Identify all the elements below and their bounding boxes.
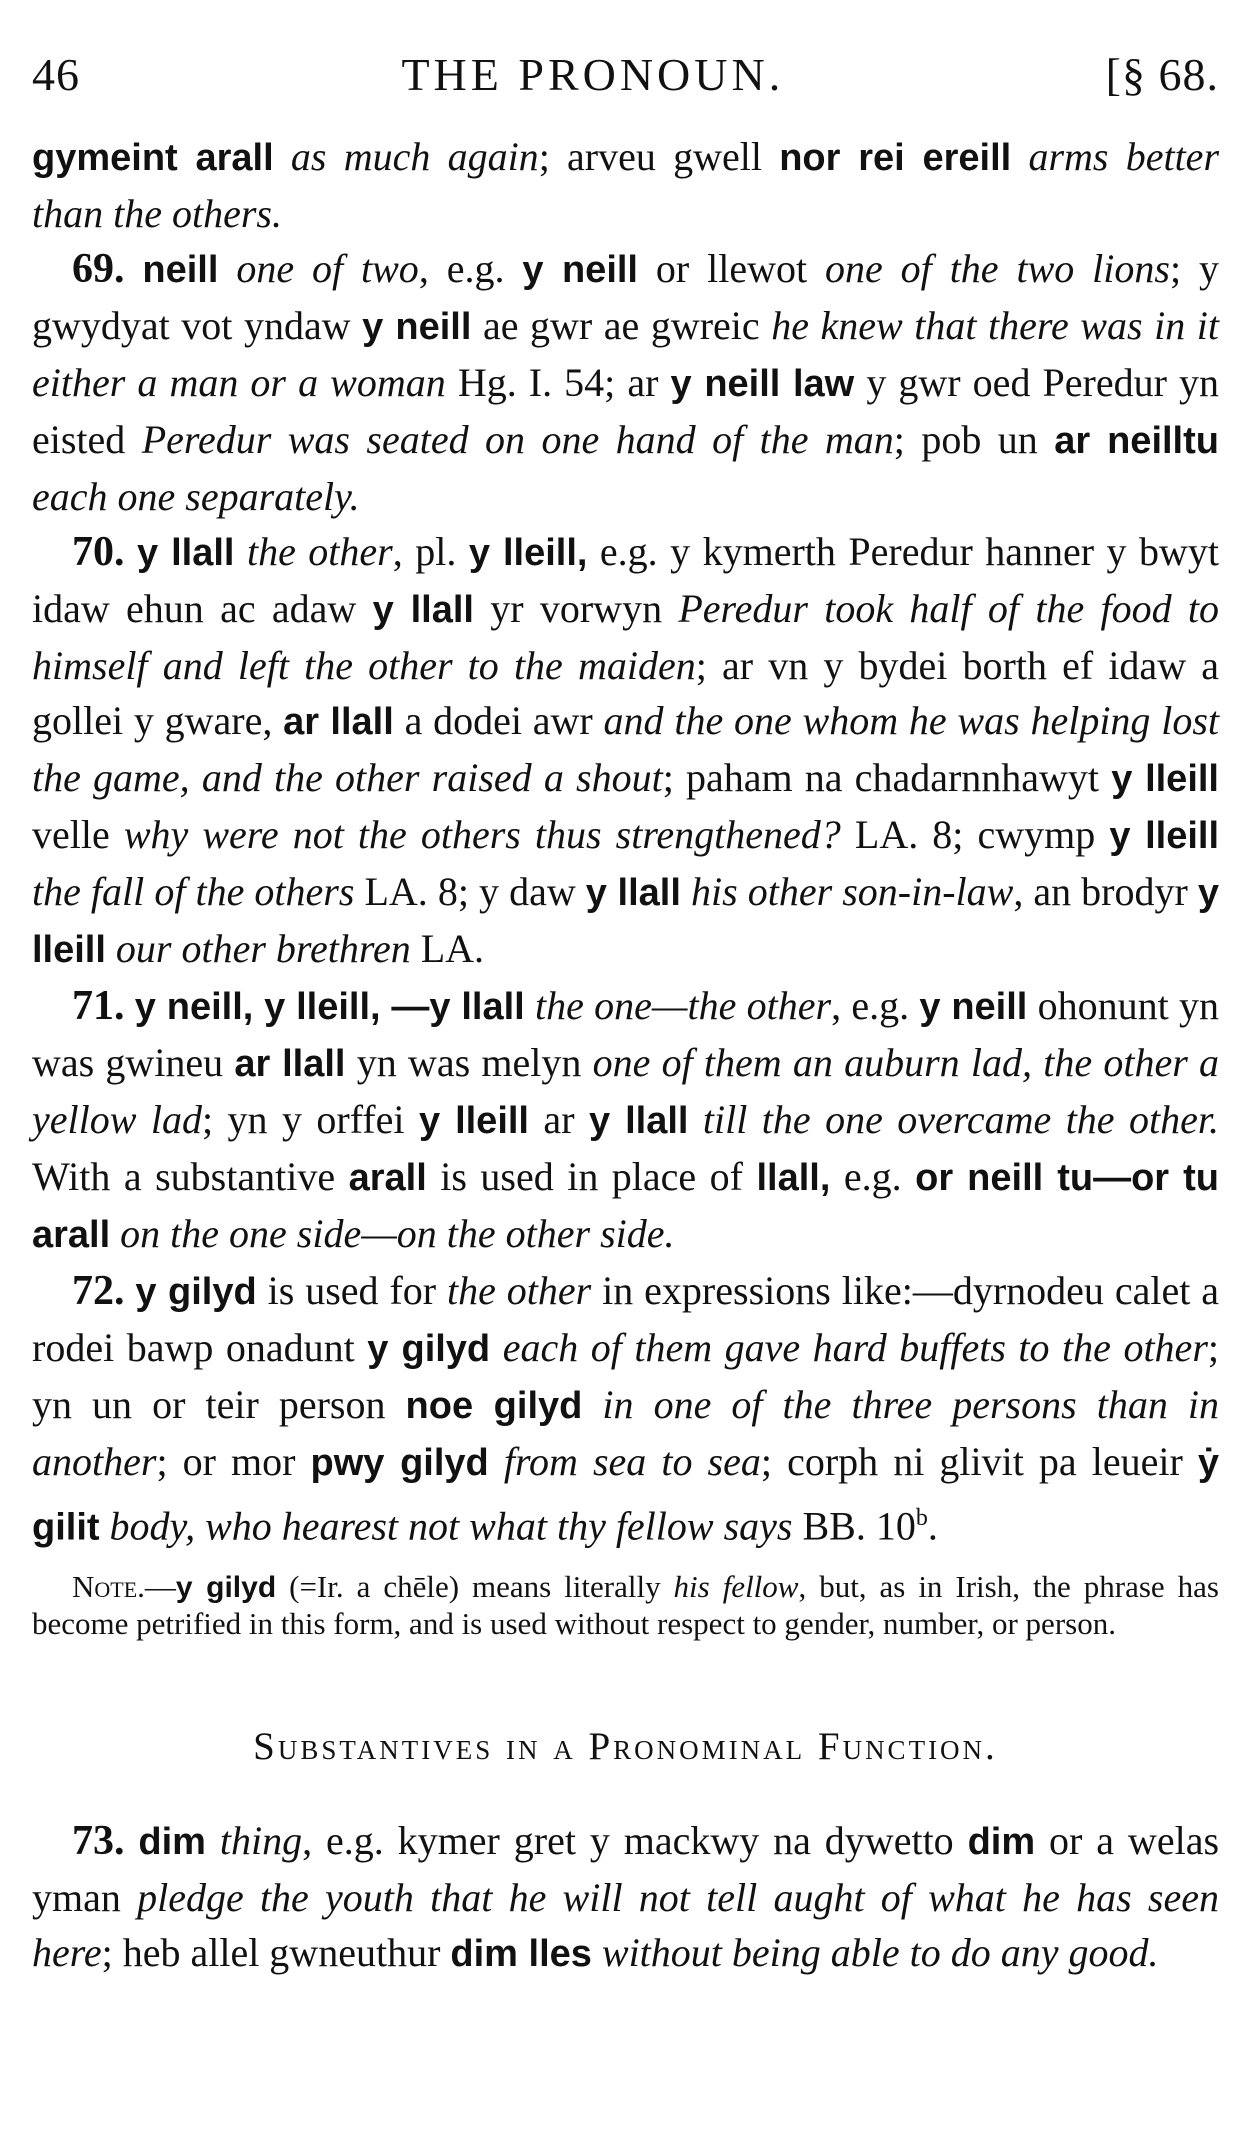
text: With a substantive <box>32 1154 349 1199</box>
welsh-term: y llall <box>136 532 235 574</box>
text: , pl. <box>392 529 469 574</box>
translation: his fellow <box>673 1569 799 1605</box>
welsh-term: y lleill <box>1109 815 1220 857</box>
welsh-term: y lleill <box>1111 758 1219 800</box>
welsh-term: y neill <box>522 249 638 291</box>
welsh-term: y gilyd <box>135 1271 257 1313</box>
paragraph-number: 70. <box>72 529 125 575</box>
text: (=Ir. a chēle) means literally <box>276 1569 674 1605</box>
translation: arms better than the others. <box>32 134 1220 236</box>
text: yr vorwyn <box>473 586 679 631</box>
welsh-term: y llall <box>372 589 474 631</box>
translation: one of them an auburn lad, the other a yellow lad <box>32 1040 1220 1142</box>
paragraph-number: 73. <box>72 1818 125 1865</box>
running-header <box>32 48 1219 101</box>
translation: body, who hearest not what thy fellow says <box>109 1503 793 1549</box>
welsh-term: gymeint arall <box>32 137 274 179</box>
text: ; arveu gwell <box>538 134 780 179</box>
welsh-term: y neill <box>919 986 1028 1028</box>
translation: each one separately. <box>32 474 360 519</box>
paragraph-71 <box>32 978 1219 1263</box>
text: or a welas yman <box>32 1818 1220 1921</box>
text: ; or mor <box>156 1439 311 1484</box>
welsh-term: ẏ gilit <box>32 1442 1220 1549</box>
translation: why were not the others thus strengthened? <box>123 812 841 857</box>
translation: pledge the youth that he will not tell aught of what he has seen here <box>32 1875 1219 1976</box>
paragraph-72 <box>32 1263 1219 1555</box>
paragraph-number: 69. <box>72 246 125 292</box>
translation: the other <box>246 529 393 574</box>
text: , e.g. kymer gret y mackwy na dywetto <box>302 1818 968 1864</box>
welsh-term: pwy gilyd <box>310 1442 489 1484</box>
text: LA. <box>410 926 485 971</box>
text: velle <box>32 812 124 857</box>
text: e.g. <box>830 1154 916 1199</box>
welsh-term: noe gilyd <box>405 1385 583 1427</box>
welsh-term: ar neilltu <box>1054 420 1219 462</box>
intro-paragraph <box>32 129 1219 241</box>
paragraph-73 <box>32 1813 1219 1982</box>
translation: on the one side—on the other side. <box>120 1211 675 1256</box>
welsh-term: llall, <box>756 1157 831 1199</box>
translation: the other <box>447 1268 592 1313</box>
text: ; yn un or teir person <box>32 1325 1220 1427</box>
welsh-term: dim <box>967 1821 1036 1864</box>
text: ; heb allel gwneuthur <box>101 1930 451 1976</box>
translation: and the one whom he was helping lost the game, and the other raised a shout <box>32 698 1220 800</box>
text: or llewot <box>638 246 826 291</box>
text: ; pob un <box>893 417 1055 462</box>
translation: our other brethren <box>115 926 411 971</box>
text: ; yn y orffei <box>201 1097 419 1142</box>
welsh-term: y neill law <box>670 363 855 405</box>
welsh-term: y lleill <box>418 1100 529 1142</box>
welsh-term: y lleill <box>32 872 1220 971</box>
note-label: Note. <box>72 1569 145 1605</box>
text: a dodei awr <box>393 698 604 743</box>
text: , e.g. <box>831 983 920 1028</box>
text: yn was melyn <box>345 1040 593 1085</box>
text: in expressions like:—dyrnodeu calet a rodei bawp onadunt <box>32 1268 1219 1370</box>
translation: his other son-in-law <box>690 869 1014 914</box>
text: e.g. y kymerth Peredur hanner y bwyt idaw ehun ac adaw <box>32 529 1220 631</box>
page-title: THE PRONOUN. <box>401 49 785 100</box>
translation: one of two <box>236 246 419 291</box>
text: — <box>144 1569 176 1605</box>
paragraph-70 <box>32 524 1219 978</box>
welsh-term: nor rei ereill <box>779 137 1012 179</box>
text: , e.g. <box>418 246 523 291</box>
superscript: b <box>915 1505 928 1531</box>
paragraph-number: 71. <box>72 983 125 1029</box>
welsh-term: ar llall <box>283 701 394 743</box>
translation: thing <box>219 1818 303 1864</box>
text: ; ar vn y bydei borth ef idaw a gollei y gware, <box>32 643 1219 743</box>
translation: one of the two lions <box>825 246 1170 291</box>
translation: Peredur took half of the food to himself and left the other to the maiden <box>32 586 1220 688</box>
text: ; paham na chadarnnhawyt <box>662 755 1112 800</box>
paragraph-number: 72. <box>72 1268 125 1314</box>
welsh-term: y neill, y lleill, —y llall <box>134 986 525 1028</box>
translation: as much again <box>290 134 539 179</box>
text: ; y gwydyat vot yndaw <box>32 246 1219 348</box>
text: is used in place of <box>426 1154 757 1199</box>
translation: in one of the three persons than in another <box>32 1382 1220 1484</box>
welsh-term: arall <box>348 1157 427 1199</box>
text: . <box>927 1503 938 1549</box>
text: y gwr oed Peredur yn eisted <box>32 360 1219 462</box>
section-reference: [§ 68. <box>1105 49 1219 100</box>
welsh-term: y gilyd <box>367 1328 491 1370</box>
text: LA. 8; cwymp <box>840 812 1110 857</box>
text: Hg. I. 54; ar <box>445 360 671 405</box>
welsh-term: or neill tu—or tu arall <box>32 1157 1219 1256</box>
welsh-term: y llall <box>585 872 681 914</box>
translation: the one—the other <box>535 983 832 1028</box>
paragraph-69 <box>32 241 1219 524</box>
translation: the fall of the others <box>32 869 355 914</box>
text: , an brodyr <box>1013 869 1198 914</box>
text: LA. 8; y daw <box>354 869 586 914</box>
text: is used for <box>256 1268 448 1313</box>
welsh-term: dim <box>138 1821 206 1864</box>
page-number: 46 <box>32 49 80 100</box>
translation: each of them gave hard buffets to the other <box>502 1325 1208 1370</box>
text: BB. 10 <box>792 1503 916 1549</box>
translation: he knew that there was in it either a man or a woman <box>32 303 1219 405</box>
translation: till the one overcame the other. <box>702 1097 1219 1142</box>
welsh-term: y lleill, <box>468 532 588 574</box>
note-paragraph <box>32 1569 1219 1642</box>
text: ; corph ni glivit pa leueir <box>760 1439 1198 1484</box>
welsh-term: dim lles <box>450 1933 592 1976</box>
welsh-term: y llall <box>588 1100 689 1142</box>
translation: from sea to sea <box>503 1439 761 1484</box>
translation: Peredur was seated on one hand of the man <box>141 417 894 462</box>
welsh-term: y neill <box>362 306 472 348</box>
text: ohonunt yn was gwineu <box>32 983 1219 1085</box>
translation: without being able to do any good. <box>601 1930 1159 1976</box>
section-heading: Substantives in a Pronominal Function. <box>253 1725 998 1769</box>
text: ar <box>529 1097 589 1142</box>
welsh-term: ar llall <box>234 1043 346 1085</box>
text: ae gwr ae gwreic <box>471 303 772 348</box>
welsh-term: neill <box>142 249 219 291</box>
text: , but, as in Irish, the phrase has become petrified in this form, and is used without respect to gender, number, or person. <box>32 1569 1219 1642</box>
welsh-term: y gilyd <box>175 1571 277 1605</box>
